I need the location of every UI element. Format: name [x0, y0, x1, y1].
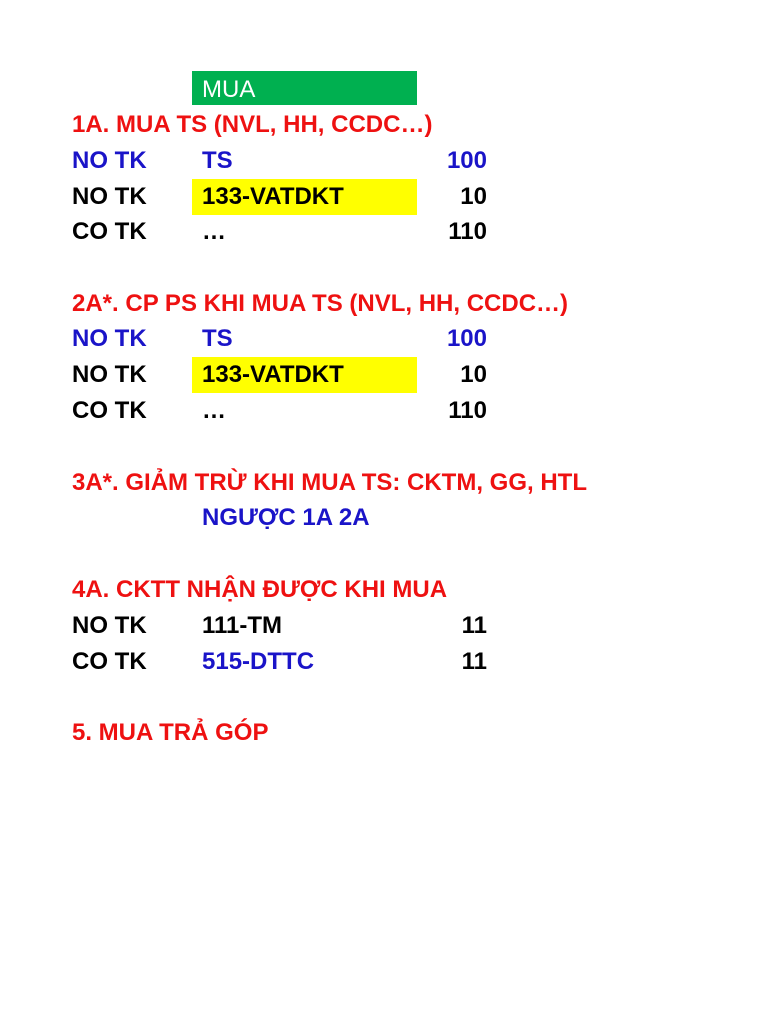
section5-title: 5. MUA TRẢ GÓP: [72, 719, 269, 746]
section1-row-2: [72, 179, 692, 215]
entry-account: 133-VATDKT: [192, 179, 417, 215]
header-label: MUA: [192, 71, 417, 105]
section1-title: 1A. MUA TS (NVL, HH, CCDC…): [72, 111, 433, 138]
entry-type: NO TK: [72, 325, 147, 352]
entry-account: TS: [202, 325, 233, 352]
entry-type: CO TK: [72, 397, 147, 424]
entry-type: NO TK: [72, 612, 147, 639]
header-row: [72, 70, 692, 106]
entry-amount: 10: [460, 183, 487, 210]
section3-title: 3A*. GIẢM TRỪ KHI MUA TS: CKTM, GG, HTL: [72, 469, 587, 496]
entry-amount: 100: [446, 147, 487, 174]
entry-account: …: [202, 218, 226, 245]
section2-row-2: [72, 357, 692, 393]
entry-type: NO TK: [72, 361, 147, 388]
entry-type: NO TK: [72, 147, 147, 174]
entry-account: 111-TM: [202, 612, 283, 639]
entry-amount: 10: [460, 361, 487, 388]
entry-amount: 110: [448, 397, 487, 424]
section4-row-1: [72, 608, 692, 644]
section2-title: 2A*. CP PS KHI MUA TS (NVL, HH, CCDC…): [72, 290, 569, 317]
section2-row-1: [72, 321, 692, 357]
section3-note: NGƯỢC 1A 2A: [202, 504, 370, 531]
entry-amount: 11: [461, 648, 487, 675]
entry-account: 515-DTTC: [202, 648, 315, 675]
section4-title: 4A. CKTT NHẬN ĐƯỢC KHI MUA: [72, 576, 448, 603]
section4-row-2: [72, 644, 692, 680]
section1-row-1: [72, 143, 692, 179]
entry-type: CO TK: [72, 648, 147, 675]
entry-account: 133-VATDKT: [192, 357, 417, 393]
entry-account: …: [202, 397, 226, 424]
entry-type: CO TK: [72, 218, 147, 245]
entry-type: NO TK: [72, 183, 147, 210]
section1-row-3: [72, 214, 692, 250]
entry-amount: 100: [446, 325, 487, 352]
section2-row-3: [72, 393, 692, 429]
entry-amount: 110: [448, 218, 487, 245]
section3-note-row: [72, 500, 692, 536]
entry-amount: 11: [461, 612, 487, 639]
entry-account: TS: [202, 147, 233, 174]
